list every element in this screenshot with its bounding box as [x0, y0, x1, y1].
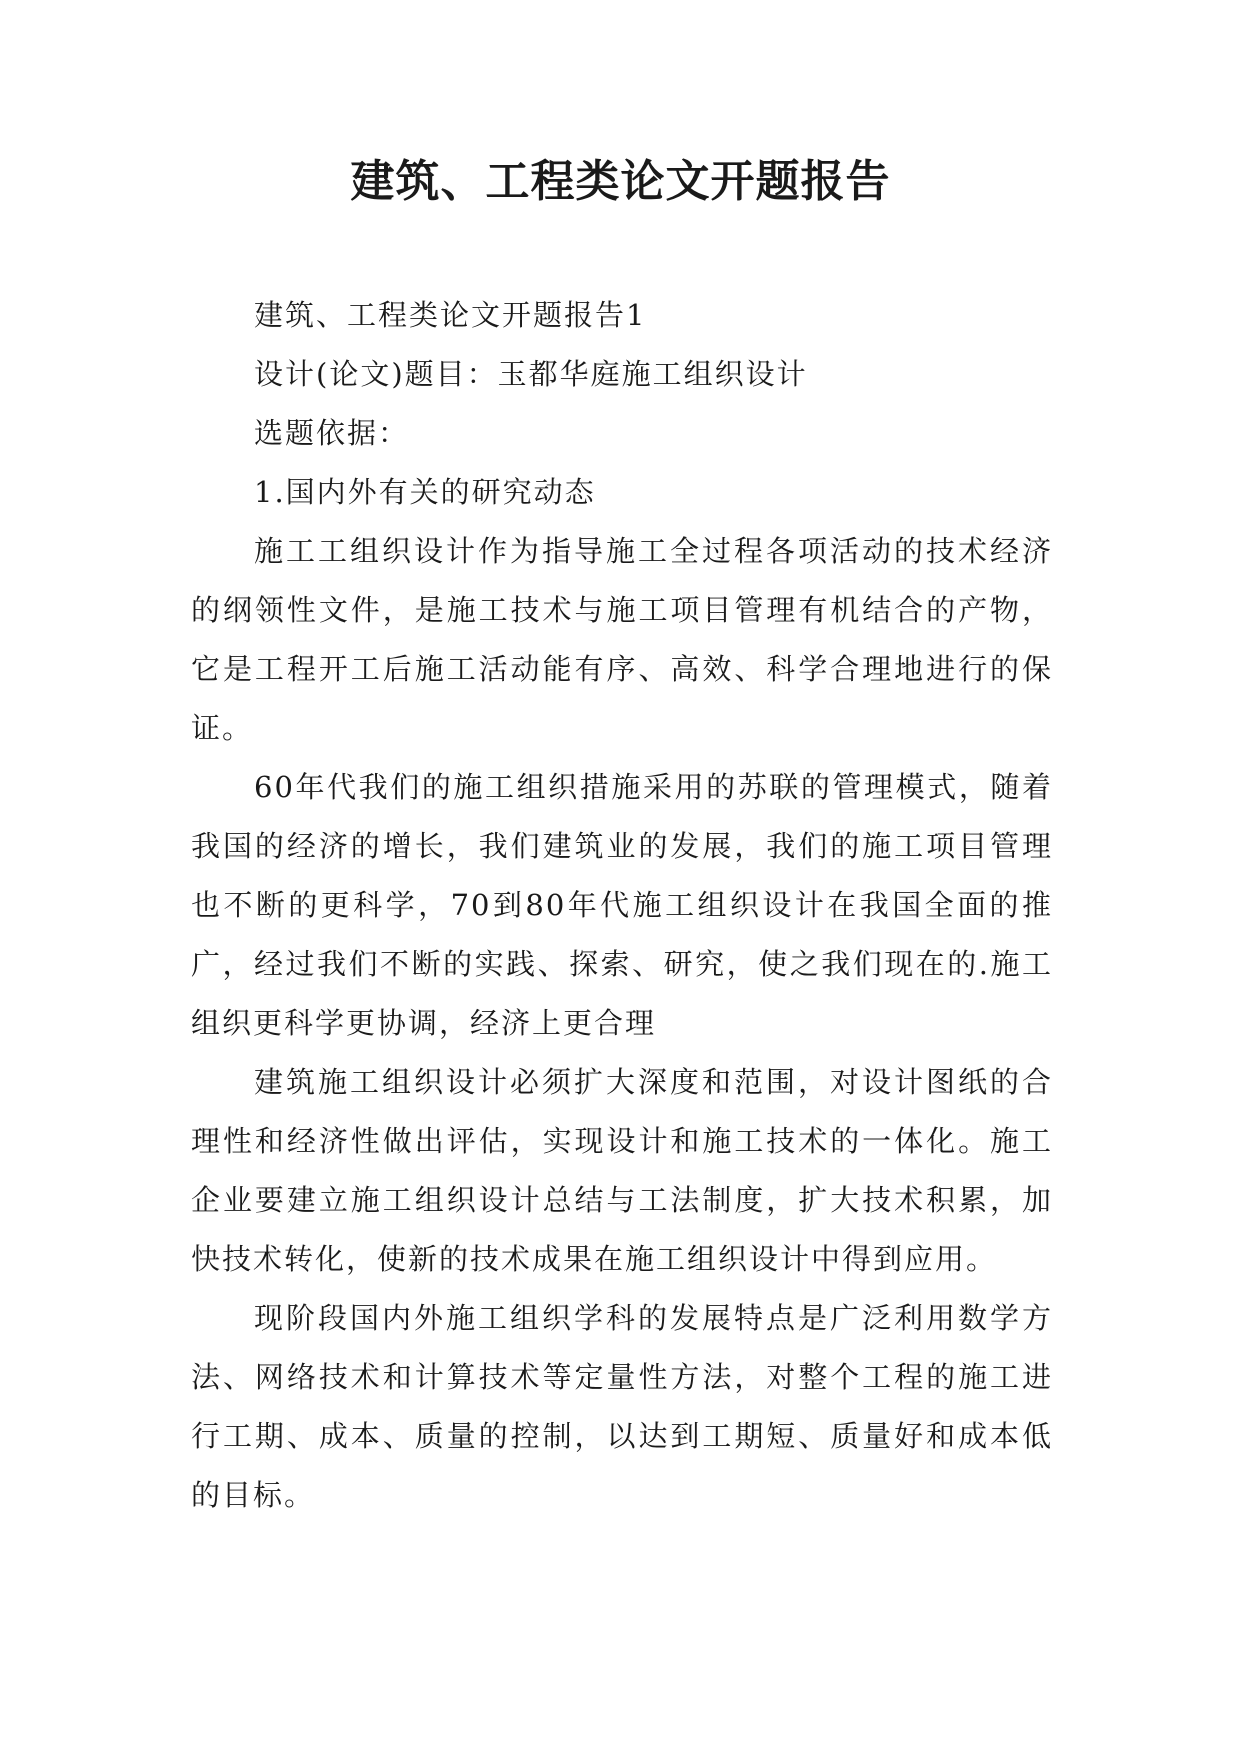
- paragraph: 施工工组织设计作为指导施工全过程各项活动的技术经济的纲领性文件，是施工技术与施工项目管理有机结合的产物，它是工程开工后施工活动能有序、高效、科学合理地进行的保证。: [191, 534, 1053, 745]
- paragraph: 建筑施工组织设计必须扩大深度和范围，对设计图纸的合理性和经济性做出评估，实现设计和施工技术的一体化。施工企业要建立施工组织设计总结与工法制度，扩大技术积累，加快技术转化，使新的技术成果在施工组织设计中得到应用。: [191, 1065, 1053, 1276]
- paragraph: 60年代我们的施工组织措施采用的苏联的管理模式，随着我国的经济的增长，我们建筑业的发展，我们的施工项目管理也不断的更科学，70到80年代施工组织设计在我国全面的推广，经过我们不断的实践、探索、研究，使之我们现在的.施工组织更科学更协调，经济上更合理: [191, 770, 1053, 1040]
- thesis-topic: 设计(论文)题目：玉都华庭施工组织设计: [254, 357, 808, 391]
- report-subtitle: 建筑、工程类论文开题报告1: [254, 298, 647, 332]
- topic-basis-heading: 选题依据：: [254, 416, 410, 450]
- document-title: 建筑、工程类论文开题报告: [350, 156, 891, 207]
- section-heading: 1.国内外有关的研究动态: [254, 475, 596, 509]
- document-body: [191, 286, 1053, 1525]
- paragraph: 现阶段国内外施工组织学科的发展特点是广泛利用数学方法、网络技术和计算技术等定量性方法，对整个工程的施工进行工期、成本、质量的控制，以达到工期短、质量好和成本低的目标。: [191, 1301, 1053, 1512]
